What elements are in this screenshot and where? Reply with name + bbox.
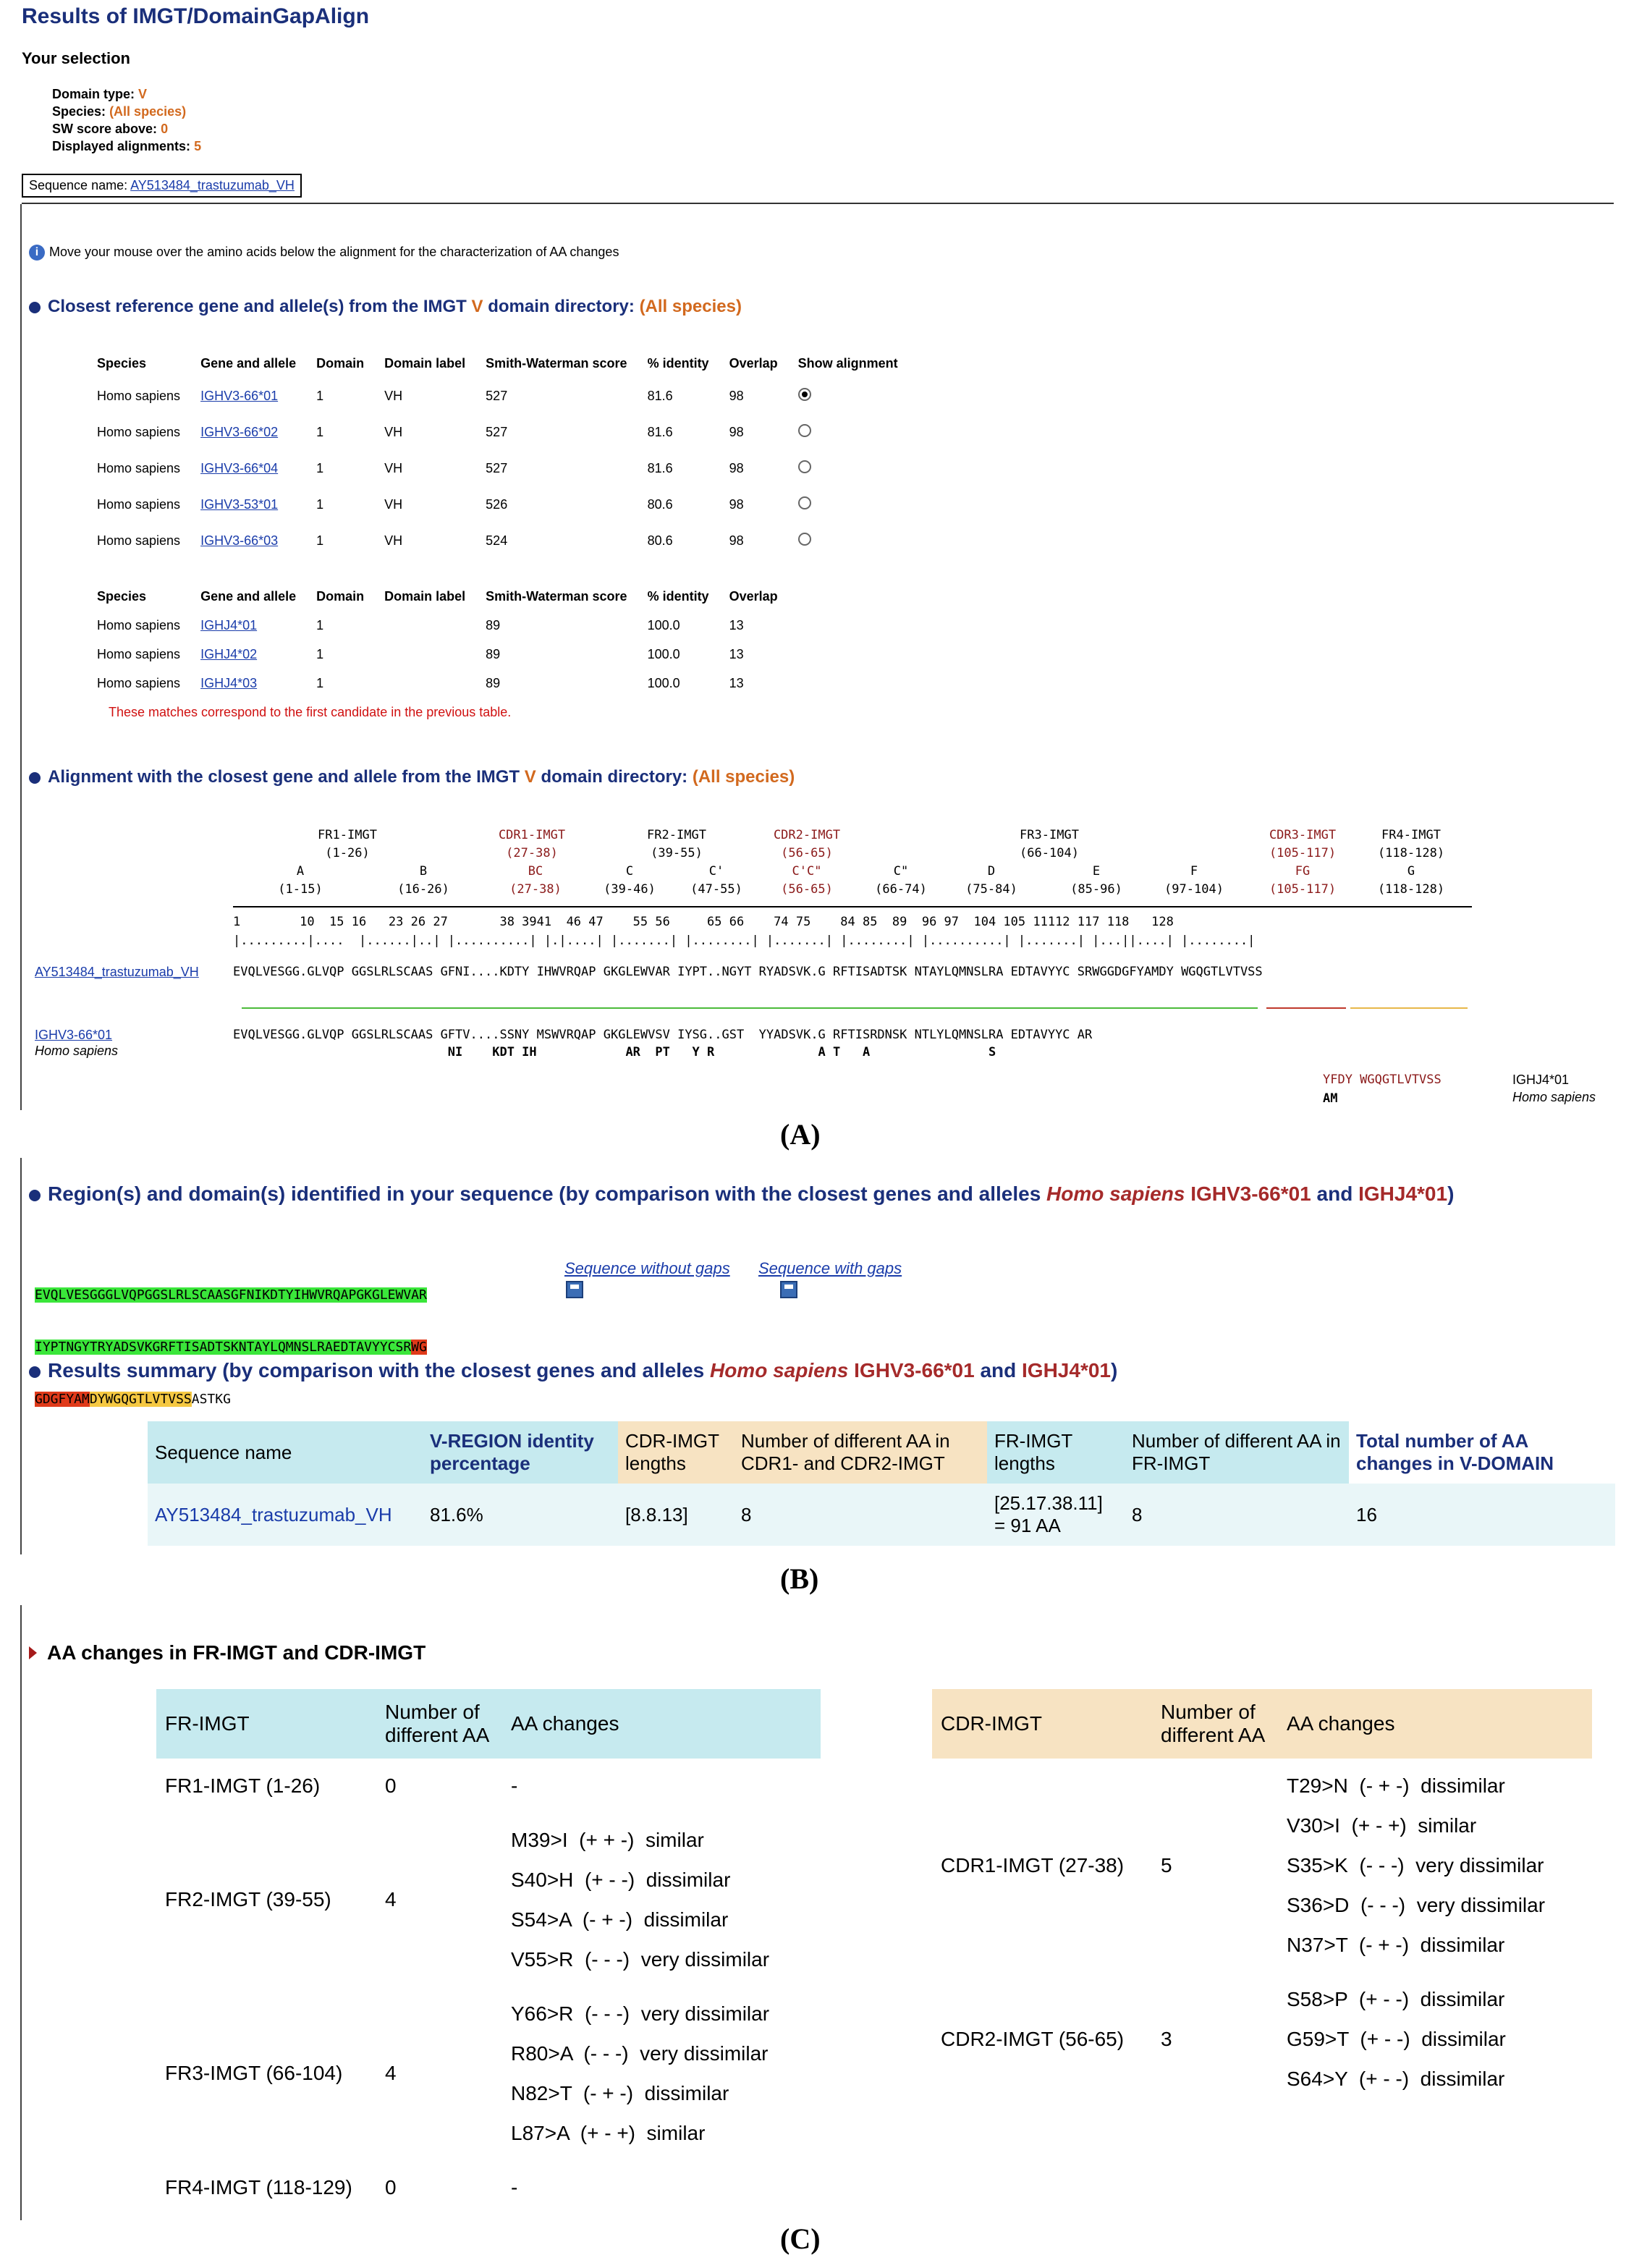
aa-change[interactable]: - xyxy=(511,2176,518,2199)
aa-change[interactable]: - xyxy=(511,1774,518,1797)
region-name: FR4-IMGT (118-129) xyxy=(165,2175,352,2199)
gene-allele-link[interactable]: IGHV3-66*01 xyxy=(200,388,279,403)
region-name: FR3-IMGT (66-104) xyxy=(165,2062,343,2084)
aa-change[interactable]: L87>A (+ - +) similar xyxy=(511,2122,706,2144)
region-fr4: FR4-IMGT (118-128) xyxy=(1377,828,1445,860)
selection-domain-type: Domain type: V xyxy=(52,87,148,101)
region-name: FR2-IMGT (39-55) xyxy=(165,1888,331,1911)
selection-heading: Your selection xyxy=(22,49,130,67)
strand-c: C (39-46) xyxy=(604,864,656,897)
save-icon[interactable] xyxy=(780,1281,797,1298)
region-cdr2: CDR2-IMGT (56-65) xyxy=(773,828,841,860)
page-title: Results of IMGT/DomainGapAlign xyxy=(22,4,370,28)
info-icon: i xyxy=(29,245,45,261)
show-alignment-radio[interactable] xyxy=(798,424,811,437)
strand-f: F (97-104) xyxy=(1164,864,1224,897)
panel-a-border xyxy=(20,204,22,1110)
aa-change[interactable]: N82>T (- + -) dissimilar xyxy=(511,2082,729,2104)
sequence-without-gaps-link[interactable]: Sequence without gaps xyxy=(564,1259,730,1277)
table-header-row: FR-IMGT Number of different AA AA changes xyxy=(156,1689,821,1759)
selection-sw-score: SW score above: 0 xyxy=(52,122,169,136)
selection-species: Species: (All species) xyxy=(52,104,187,119)
j-gene-species: Homo sapiens xyxy=(1512,1090,1596,1104)
aa-change[interactable]: V55>R (- - -) very dissimilar xyxy=(511,1948,770,1971)
query-sequence[interactable]: EVQLVESGG.GLVQP GGSLRLSCAAS GFNI....KDTY IHWVRQAP GKGLEWVAR IYPT..NGYT RYADSVK.G RFTISADTSK NTAYLQMNSLRA EDTAVYYC SRWGGDGFYAMDY WGQGTLVTVSS xyxy=(233,965,1263,979)
closest-v-table xyxy=(87,349,908,559)
table-row: Homo sapiens IGHV3-66*03 1 VH 524 80.6 98 xyxy=(87,522,908,559)
alignment-heading: Alignment with the closest gene and allele from the IMGT V domain directory: (All species) xyxy=(29,767,795,787)
d-match-bar xyxy=(1266,1007,1346,1009)
aa-change[interactable]: G59>T (+ - -) dissimilar xyxy=(1287,2028,1506,2050)
mouse-hint: i Move your mouse over the amino acids below the alignment for the characterization of AA changes xyxy=(29,245,619,261)
show-alignment-radio[interactable] xyxy=(798,388,811,401)
strand-a: A (1-15) xyxy=(278,864,323,897)
aa-change[interactable]: S54>A (- + -) dissimilar xyxy=(511,1908,729,1931)
gene-allele-link[interactable]: IGHV3-66*04 xyxy=(200,460,279,475)
summary-heading: Results summary (by comparison with the closest genes and alleles Homo sapiens IGHV3-66*01 and IGHJ4*01) xyxy=(29,1359,1117,1382)
gene-allele-link[interactable]: IGHV3-53*01 xyxy=(200,496,279,512)
region-fr2: FR2-IMGT (39-55) xyxy=(647,828,706,860)
fr-changes-table xyxy=(156,1689,821,2214)
alignment-ticks: |.........|.... |......|..| |..........| |.|....| |.......| |........| |.......| |........| |..........| |.......| |...||....| |........| xyxy=(233,934,1256,948)
caption-c: (C) xyxy=(780,2222,821,2255)
diff-count: 4 xyxy=(385,1888,397,1911)
ref-gene-link[interactable]: IGHV3-66*01 xyxy=(35,1028,113,1042)
region-name: CDR2-IMGT (56-65) xyxy=(941,2027,1125,2050)
table-row: Homo sapiens IGHJ4*01 1 89 100.0 13 xyxy=(97,617,744,632)
table-row: Homo sapiens IGHJ4*02 1 89 100.0 13 xyxy=(97,646,744,661)
panel-c-border xyxy=(20,1605,22,2220)
region-cdr3: CDR3-IMGT (105-117) xyxy=(1269,828,1337,860)
table-header-row: Sequence name V-REGION identity percentage CDR-IMGT lengths Number of different AA in CDR1- and CDR2-IMGT FR-IMGT lengths Number of different AA in FR-IMGT Total number of AA changes in V-DOMAIN xyxy=(148,1421,1615,1484)
show-alignment-radio[interactable] xyxy=(798,460,811,473)
gene-allele-link[interactable]: IGHJ4*02 xyxy=(200,646,258,661)
table-row xyxy=(932,1759,1592,1972)
table-row: AY513484_trastuzumab_VH 81.6% [8.8.13] 8 [25.17.38.11] = 91 AA 8 16 xyxy=(148,1484,1615,1546)
strand-e: E (85-96) xyxy=(1070,864,1122,897)
caption-a: (A) xyxy=(780,1118,821,1151)
expand-triangle-icon[interactable] xyxy=(29,1646,37,1659)
j-sequence: YFDY WGQGTLVTVSS xyxy=(1323,1072,1442,1087)
closest-heading: Closest reference gene and allele(s) from the IMGT V domain directory: (All species) xyxy=(29,297,742,317)
strand-b: B (16-26) xyxy=(397,864,449,897)
closest-j-table xyxy=(87,582,788,698)
table-header-row: Species Gene and allele Domain Domain label Smith-Waterman score % identity Overlap xyxy=(97,588,778,604)
divider xyxy=(22,203,1614,204)
identified-sequence: EVQLVESGGGLVQPGGSLRLSCAASGFNIKDTYIHWVRQAPGKGLEWVAR IYPTNGYTRYADSVKGRFTISADTSKNTAYLQMNSLRAEDTAVYYCSRWG GDGFYAMDYWGQGTLVTVSSASTKG xyxy=(35,1287,427,1407)
strand-g: G (118-128) xyxy=(1377,864,1445,897)
panel-b-border xyxy=(20,1158,22,1554)
aa-change[interactable]: T29>N (- + -) dissimilar xyxy=(1287,1774,1505,1797)
sequence-with-gaps-link[interactable]: Sequence with gaps xyxy=(758,1259,902,1277)
diff-count: 5 xyxy=(1161,1853,1172,1876)
match-note: These matches correspond to the first candidate in the previous table. xyxy=(109,705,512,719)
caption-b: (B) xyxy=(780,1562,819,1595)
j-diff: AM xyxy=(1323,1091,1338,1106)
gene-allele-link[interactable]: IGHV3-66*03 xyxy=(200,533,279,548)
j-match-bar xyxy=(1350,1007,1468,1009)
region-cdr1: CDR1-IMGT (27-38) xyxy=(498,828,566,860)
aa-change[interactable]: Y66>R (- - -) very dissimilar xyxy=(511,2002,770,2025)
aa-change[interactable]: M39>I (+ + -) similar xyxy=(511,1829,704,1851)
strand-c-prime-c-dprime: C'C" (56-65) xyxy=(781,864,833,897)
regions-heading: Region(s) and domain(s) identified in your sequence (by comparison with the closest genes and alleles Homo sapiens IGHV3-66*01 and IGHJ4*01) xyxy=(29,1182,1454,1206)
diff-sequence: NI KDT IH AR PT Y R A T A S xyxy=(233,1045,996,1059)
save-icon[interactable] xyxy=(566,1281,583,1298)
table-row: Homo sapiens IGHJ4*03 1 89 100.0 13 xyxy=(97,675,744,690)
selection-displayed: Displayed alignments: 5 xyxy=(52,139,202,153)
alignment-numbering: 1 10 15 16 23 26 27 38 3941 46 47 55 56 65 66 74 75 84 85 89 96 97 104 105 11112 117 118 128 xyxy=(233,915,1174,929)
j-gene-name: IGHJ4*01 xyxy=(1512,1072,1570,1087)
gene-allele-link[interactable]: IGHV3-66*02 xyxy=(200,424,279,439)
aa-change[interactable]: S40>H (+ - -) dissimilar xyxy=(511,1869,731,1891)
bullet-icon xyxy=(29,302,41,313)
strand-fg: FG (105-117) xyxy=(1269,864,1337,897)
table-row xyxy=(156,2160,821,2214)
sequence-name-box: Sequence name: AY513484_trastuzumab_VH xyxy=(22,174,302,198)
results-summary-table xyxy=(148,1421,1615,1546)
table-row: Homo sapiens IGHV3-66*01 1 VH 527 81.6 98 xyxy=(87,378,908,414)
strand-bc: BC (27-38) xyxy=(509,864,562,897)
diff-count: 4 xyxy=(385,2062,397,2084)
table-row xyxy=(156,1759,821,1813)
sequence-name-link[interactable]: AY513484_trastuzumab_VH xyxy=(130,178,295,192)
table-row: Homo sapiens IGHV3-66*04 1 VH 527 81.6 98 xyxy=(87,450,908,486)
cdr-changes-table xyxy=(932,1689,1592,2106)
region-fr3: FR3-IMGT (66-104) xyxy=(1020,828,1079,860)
diff-count: 0 xyxy=(385,1774,397,1797)
ref-species: Homo sapiens xyxy=(35,1044,119,1058)
region-name: CDR1-IMGT (27-38) xyxy=(941,1853,1125,1876)
gene-allele-link[interactable]: IGHJ4*03 xyxy=(200,675,258,690)
region-name: FR1-IMGT (1-26) xyxy=(165,1774,321,1797)
query-sequence-link[interactable]: AY513484_trastuzumab_VH xyxy=(35,965,199,979)
show-alignment-radio[interactable] xyxy=(798,533,811,546)
aa-change[interactable]: S64>Y (+ - -) dissimilar xyxy=(1287,2068,1505,2090)
strand-d: D (75-84) xyxy=(965,864,1017,897)
diff-count: 0 xyxy=(385,2175,397,2199)
bullet-icon xyxy=(29,1366,41,1378)
aa-change[interactable]: V30>I (+ - +) similar xyxy=(1287,1814,1477,1837)
table-row: Homo sapiens IGHV3-53*01 1 VH 526 80.6 98 xyxy=(87,486,908,522)
table-header-row: Species Gene and allele Domain Domain label Smith-Waterman score % identity Overlap Show alignment xyxy=(97,355,898,371)
region-fr1: FR1-IMGT (1-26) xyxy=(318,828,377,860)
bullet-icon xyxy=(29,1190,41,1201)
strand-c-dprime: C" (66-74) xyxy=(875,864,927,897)
diff-count: 3 xyxy=(1161,2027,1172,2050)
table-row xyxy=(156,1813,821,1986)
table-row xyxy=(156,1986,821,2160)
v-match-bar xyxy=(242,1007,1258,1009)
bullet-icon xyxy=(29,772,41,784)
table-row: Homo sapiens IGHV3-66*02 1 VH 527 81.6 98 xyxy=(87,414,908,450)
aa-change[interactable]: N37>T (- + -) dissimilar xyxy=(1287,1934,1505,1956)
show-alignment-radio[interactable] xyxy=(798,496,811,509)
aa-change[interactable]: S35>K (- - -) very dissimilar xyxy=(1287,1854,1544,1876)
table-row xyxy=(932,1972,1592,2106)
aa-change[interactable]: R80>A (- - -) very dissimilar xyxy=(511,2042,769,2065)
aa-change[interactable]: S58>P (+ - -) dissimilar xyxy=(1287,1988,1505,2010)
aa-change[interactable]: S36>D (- - -) very dissimilar xyxy=(1287,1894,1546,1916)
ref-sequence[interactable]: EVQLVESGG.GLVQP GGSLRLSCAAS GFTV....SSNY MSWVRQAP GKGLEWVSV IYSG..GST YYADSVK.G RFTISRDNSK NTLYLQMNSLRA EDTAVYYC AR xyxy=(233,1028,1093,1042)
table-header-row: CDR-IMGT Number of different AA AA changes xyxy=(932,1689,1592,1759)
aa-changes-heading: AA changes in FR-IMGT and CDR-IMGT xyxy=(29,1641,426,1664)
gene-allele-link[interactable]: IGHJ4*01 xyxy=(200,617,258,632)
strand-c-prime: C' (47-55) xyxy=(690,864,742,897)
strand-arrow-line xyxy=(233,906,1472,907)
